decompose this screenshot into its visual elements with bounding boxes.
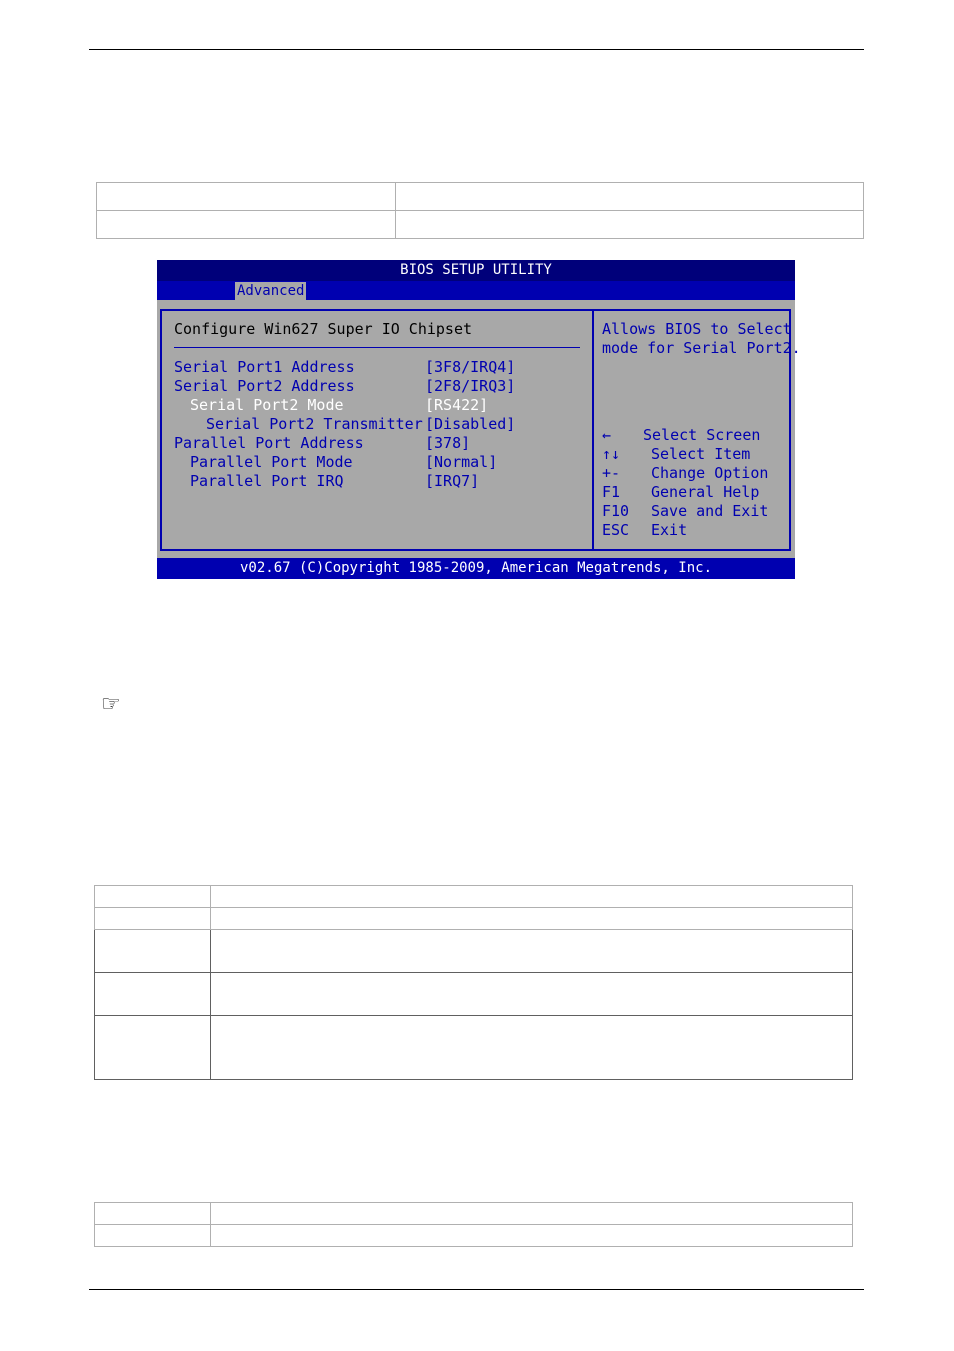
header-rule: [89, 49, 864, 50]
key-change-option: +-: [602, 464, 621, 482]
bios-title: BIOS SETUP UTILITY: [157, 260, 795, 281]
bios-help-panel: [592, 309, 801, 551]
menu-value-serial-port1-address[interactable]: [3F8/IRQ4]: [425, 358, 516, 376]
menu-value-serial-port2-mode[interactable]: [RS422]: [425, 396, 489, 414]
menu-item-parallel-port-mode[interactable]: Parallel Port Mode: [190, 453, 353, 471]
key-save-exit: F10: [602, 502, 630, 520]
menu-item-serial-port2-mode[interactable]: Serial Port2 Mode: [190, 396, 344, 414]
key-exit-action: Exit: [651, 521, 688, 539]
menu-value-parallel-port-address[interactable]: [378]: [425, 434, 471, 452]
section-title: Configure Win627 Super IO Chipset: [174, 320, 473, 338]
menu-item-parallel-port-irq[interactable]: Parallel Port IRQ: [190, 472, 344, 490]
key-exit: ESC: [602, 521, 630, 539]
key-select-item-action: Select Item: [651, 445, 751, 463]
bios-tab-bar: [157, 281, 795, 300]
key-save-exit-action: Save and Exit: [651, 502, 769, 520]
option-table-top: [96, 182, 864, 239]
key-select-screen: ←: [602, 426, 612, 444]
key-change-option-action: Change Option: [651, 464, 769, 482]
option-table-middle: [94, 885, 853, 1080]
menu-item-parallel-port-address[interactable]: Parallel Port Address: [174, 434, 364, 452]
bios-footer: v02.67 (C)Copyright 1985-2009, American Megatrends, Inc.: [157, 558, 795, 579]
tab-advanced[interactable]: Advanced: [237, 283, 305, 299]
key-general-help-action: General Help: [651, 483, 760, 501]
menu-value-parallel-port-mode[interactable]: [Normal]: [425, 453, 498, 471]
key-select-screen-action: Select Screen: [643, 426, 761, 444]
pointing-hand-icon: ☞: [101, 692, 121, 717]
bios-screen: [157, 260, 801, 579]
menu-value-parallel-port-irq[interactable]: [IRQ7]: [425, 472, 480, 490]
menu-value-serial-port2-address[interactable]: [2F8/IRQ3]: [425, 377, 516, 395]
menu-value-serial-port2-transmitter[interactable]: [Disabled]: [425, 415, 516, 433]
key-general-help: F1: [602, 483, 621, 501]
menu-item-serial-port2-transmitter[interactable]: Serial Port2 Transmitter: [206, 415, 423, 433]
help-text-line-2: mode for Serial Port2.: [602, 339, 801, 357]
footer-rule: [89, 1289, 864, 1290]
menu-item-serial-port2-address[interactable]: Serial Port2 Address: [174, 377, 355, 395]
menu-item-serial-port1-address[interactable]: Serial Port1 Address: [174, 358, 355, 376]
help-text-line-1: Allows BIOS to Select: [602, 320, 792, 338]
bios-main-panel: [160, 309, 594, 551]
section-divider: [174, 347, 580, 348]
option-table-bottom: [94, 1202, 853, 1247]
key-select-item: ↑↓: [602, 445, 621, 463]
